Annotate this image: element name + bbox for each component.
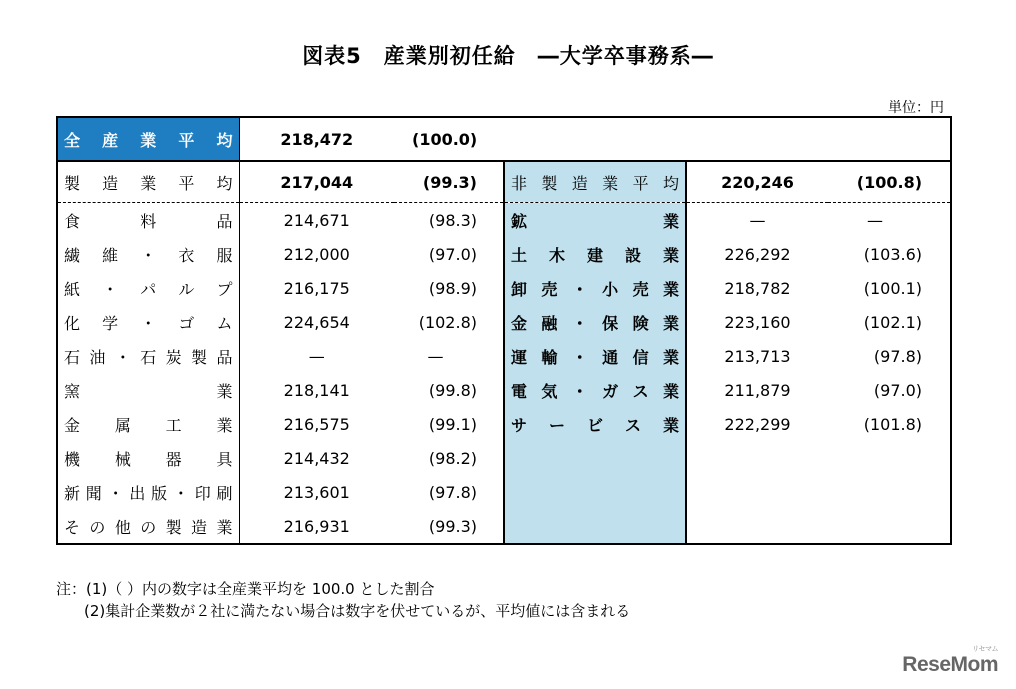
label-char: 木: [548, 245, 565, 265]
label-char: 業: [216, 517, 233, 537]
table-row: [57, 441, 951, 475]
manufacturing-label: [57, 407, 239, 441]
manufacturing-label: [57, 305, 239, 339]
table-row: [57, 339, 951, 373]
unit-label: 単位：円: [888, 100, 944, 116]
row-label: [64, 413, 233, 436]
label-char: 険: [632, 313, 649, 333]
label-char: 料: [140, 211, 157, 231]
label-char: ・: [571, 313, 588, 333]
non-manufacturing-pct: (103.6): [863, 244, 923, 264]
label-char: 聞: [85, 483, 102, 503]
label-char: ・: [107, 483, 124, 503]
label-char: 業: [662, 245, 679, 265]
label-char: の: [89, 517, 106, 537]
label-char: 全: [64, 130, 81, 150]
label-char: 売: [541, 279, 558, 299]
label-char: 化: [64, 313, 81, 333]
label-char: ・: [571, 279, 588, 299]
note-1: 注：(1)（ ）内の数字は全産業平均を 100.0 とした割合: [56, 580, 435, 598]
label-char: 土: [511, 245, 528, 265]
non-manufacturing-label: [504, 305, 686, 339]
label-char: 業: [662, 347, 679, 367]
label-char: ビ: [586, 415, 603, 435]
table-row: [57, 305, 951, 339]
non-manufacturing-avg-pct: (100.8): [828, 161, 951, 203]
non-manufacturing-label: [504, 373, 686, 407]
page-title: 図表5 産業別初任給 ―大学卒事務系―: [302, 44, 714, 68]
row-label: [511, 209, 679, 232]
label-char: 属: [114, 415, 131, 435]
label-char: ス: [632, 381, 649, 401]
empty-label: [504, 475, 686, 509]
label-char: そ: [64, 517, 81, 537]
label-char: 品: [216, 211, 233, 231]
label-char: 印: [194, 483, 211, 503]
row-label: [511, 243, 679, 266]
label-char: 製: [191, 347, 208, 367]
row-averages: [57, 161, 951, 203]
manufacturing-label: [57, 203, 239, 238]
label-char: 造: [191, 517, 208, 537]
non-manufacturing-value: 218,782: [724, 278, 791, 298]
table-row: [57, 237, 951, 271]
row-label: [64, 243, 233, 266]
label-char: 均: [662, 173, 679, 193]
all-industry-value: 218,472: [239, 117, 394, 161]
note-2: (2)集計企業数が２社に満たない場合は数字を伏せているが、平均値には含まれる: [84, 602, 631, 620]
label-char: 紙: [64, 279, 81, 299]
label-char: 通: [602, 347, 619, 367]
manufacturing-pct: —: [394, 339, 504, 373]
non-manufacturing-pct: —: [867, 210, 883, 230]
non-manufacturing-label: [504, 339, 686, 373]
non-manufacturing-value: 213,713: [724, 346, 791, 366]
manufacturing-value: 224,654: [283, 312, 350, 332]
non-manufacturing-pct: (101.8): [863, 414, 923, 434]
row-label: [511, 413, 679, 436]
manufacturing-label: [57, 237, 239, 271]
label-char: 金: [64, 415, 81, 435]
label-char: パ: [140, 279, 157, 299]
label-char: 産: [102, 130, 119, 150]
label-char: 食: [64, 211, 81, 231]
label-char: ス: [624, 415, 641, 435]
label-char: 融: [541, 313, 558, 333]
label-char: プ: [216, 279, 233, 299]
label-char: 業: [662, 415, 679, 435]
label-char: 金: [511, 313, 528, 333]
label-char: 業: [662, 313, 679, 333]
label-char: ・: [114, 347, 131, 367]
label-char: 業: [602, 173, 619, 193]
manufacturing-label: [57, 339, 239, 373]
label-char: サ: [511, 415, 528, 435]
label-char: 建: [586, 245, 603, 265]
label-char: 工: [165, 415, 182, 435]
row-label: [64, 209, 233, 232]
manufacturing-pct: (98.9): [394, 271, 504, 305]
label-char: 業: [662, 279, 679, 299]
label-char: 服: [216, 245, 233, 265]
logo-subtext: リセマム: [972, 646, 998, 653]
label-char: 製: [541, 173, 558, 193]
label-char: 器: [165, 449, 182, 469]
empty-label: [504, 441, 686, 475]
manufacturing-label: [57, 373, 239, 407]
row-label: [511, 379, 679, 402]
manufacturing-value: —: [308, 346, 325, 366]
label-char: 卸: [511, 279, 528, 299]
non-manufacturing-value: 222,299: [724, 414, 791, 434]
table-row: [57, 407, 951, 441]
non-manufacturing-label: [504, 271, 686, 305]
non-manufacturing-pct: (100.1): [863, 278, 923, 298]
row-label: [64, 171, 233, 194]
label-char: 石: [64, 347, 81, 367]
non-manufacturing-label: [504, 407, 686, 441]
row-label: [64, 481, 233, 504]
manufacturing-value: 216,175: [283, 278, 350, 298]
label-char: ゴ: [178, 313, 195, 333]
manufacturing-pct: (99.1): [394, 407, 504, 441]
row-label: [64, 515, 233, 538]
label-char: 業: [662, 381, 679, 401]
row-all-industry: [57, 117, 951, 161]
table-row: [57, 203, 951, 238]
non-manufacturing-label: [504, 203, 686, 238]
label-char: 窯: [64, 381, 81, 401]
table-row: [57, 509, 951, 544]
label-char: 造: [102, 173, 119, 193]
label-char: 衣: [178, 245, 195, 265]
label-char: 保: [602, 313, 619, 333]
manufacturing-value: 216,575: [283, 414, 350, 434]
label-char: 維: [102, 245, 119, 265]
manufacturing-label: [57, 441, 239, 475]
manufacturing-pct: (98.2): [394, 441, 504, 475]
label-char: 運: [511, 347, 528, 367]
manufacturing-pct: (99.8): [394, 373, 504, 407]
label-char: 造: [571, 173, 588, 193]
non-manufacturing-avg-value: 220,246: [686, 161, 828, 203]
label-char: 非: [511, 173, 528, 193]
label-char: ・: [102, 279, 119, 299]
label-char: 械: [114, 449, 131, 469]
label-char: 設: [624, 245, 641, 265]
non-manufacturing-avg-label: [504, 161, 686, 203]
label-char: ・: [571, 381, 588, 401]
row-label: [64, 447, 233, 470]
label-char: 売: [632, 279, 649, 299]
manufacturing-avg-pct: (99.3): [394, 161, 504, 203]
manufacturing-label: [57, 475, 239, 509]
empty-cell: [504, 117, 951, 161]
label-char: ム: [216, 313, 233, 333]
label-char: 気: [541, 381, 558, 401]
label-char: 均: [216, 130, 233, 150]
label-char: ル: [178, 279, 195, 299]
logo-text: ReseMom: [902, 653, 998, 676]
label-char: 信: [632, 347, 649, 367]
label-char: 業: [140, 173, 157, 193]
label-char: 平: [178, 130, 195, 150]
manufacturing-value: 214,671: [283, 210, 350, 230]
non-manufacturing-pct: (97.0): [873, 380, 923, 400]
notes: [56, 578, 630, 622]
manufacturing-avg-value: 217,044: [239, 161, 394, 203]
label-char: 業: [216, 381, 233, 401]
manufacturing-value: 216,931: [283, 516, 350, 536]
manufacturing-pct: (102.8): [394, 305, 504, 339]
label-char: ・: [140, 245, 157, 265]
label-char: 均: [216, 173, 233, 193]
non-manufacturing-value: —: [749, 210, 766, 230]
label-char: 電: [511, 381, 528, 401]
label-char: ー: [548, 415, 565, 435]
row-label: [64, 345, 233, 368]
label-char: 新: [64, 483, 81, 503]
manufacturing-pct: (97.0): [394, 237, 504, 271]
label-char: 業: [216, 415, 233, 435]
non-manufacturing-label: [504, 237, 686, 271]
non-manufacturing-pct: (102.1): [863, 312, 923, 332]
label-char: 繊: [64, 245, 81, 265]
label-char: ・: [571, 347, 588, 367]
row-label: [511, 171, 679, 194]
table-row: [57, 475, 951, 509]
manufacturing-value: 214,432: [283, 448, 350, 468]
row-label: [64, 277, 233, 300]
label-char: 油: [89, 347, 106, 367]
label-char: 機: [64, 449, 81, 469]
manufacturing-value: 212,000: [283, 244, 350, 264]
row-label: [64, 128, 233, 151]
row-label: [64, 311, 233, 334]
all-industry-pct: (100.0): [394, 117, 504, 161]
label-char: の: [140, 517, 157, 537]
non-manufacturing-value: 211,879: [724, 380, 791, 400]
label-char: 平: [632, 173, 649, 193]
label-char: 他: [114, 517, 131, 537]
manufacturing-pct: (98.3): [394, 203, 504, 238]
non-manufacturing-value: 223,160: [724, 312, 791, 332]
all-industry-label: [57, 117, 239, 161]
label-char: 業: [140, 130, 157, 150]
row-label: [511, 311, 679, 334]
manufacturing-avg-label: [57, 161, 239, 203]
label-char: 石: [140, 347, 157, 367]
label-char: 刷: [216, 483, 233, 503]
row-label: [511, 277, 679, 300]
label-char: 学: [102, 313, 119, 333]
non-manufacturing-pct: (97.8): [873, 346, 923, 366]
label-char: 製: [64, 173, 81, 193]
empty-label: [504, 509, 686, 544]
label-char: 出: [129, 483, 146, 503]
label-char: 製: [165, 517, 182, 537]
label-char: 平: [178, 173, 195, 193]
manufacturing-value: 218,141: [283, 380, 350, 400]
resemom-logo: [902, 646, 998, 677]
row-label: [511, 345, 679, 368]
table-row: [57, 271, 951, 305]
manufacturing-label: [57, 509, 239, 544]
label-char: 炭: [165, 347, 182, 367]
label-char: 具: [216, 449, 233, 469]
row-label: [64, 379, 233, 402]
salary-table: [56, 116, 952, 545]
non-manufacturing-value: 226,292: [724, 244, 791, 264]
label-char: ・: [140, 313, 157, 333]
label-char: ガ: [602, 381, 619, 401]
label-char: 鉱: [511, 211, 528, 231]
label-char: 小: [602, 279, 619, 299]
label-char: 品: [216, 347, 233, 367]
label-char: 版: [151, 483, 168, 503]
manufacturing-pct: (99.3): [394, 509, 504, 544]
table-row: [57, 373, 951, 407]
label-char: 業: [662, 211, 679, 231]
label-char: ・: [172, 483, 189, 503]
manufacturing-label: [57, 271, 239, 305]
manufacturing-pct: (97.8): [394, 475, 504, 509]
manufacturing-value: 213,601: [283, 482, 350, 502]
label-char: 輸: [541, 347, 558, 367]
